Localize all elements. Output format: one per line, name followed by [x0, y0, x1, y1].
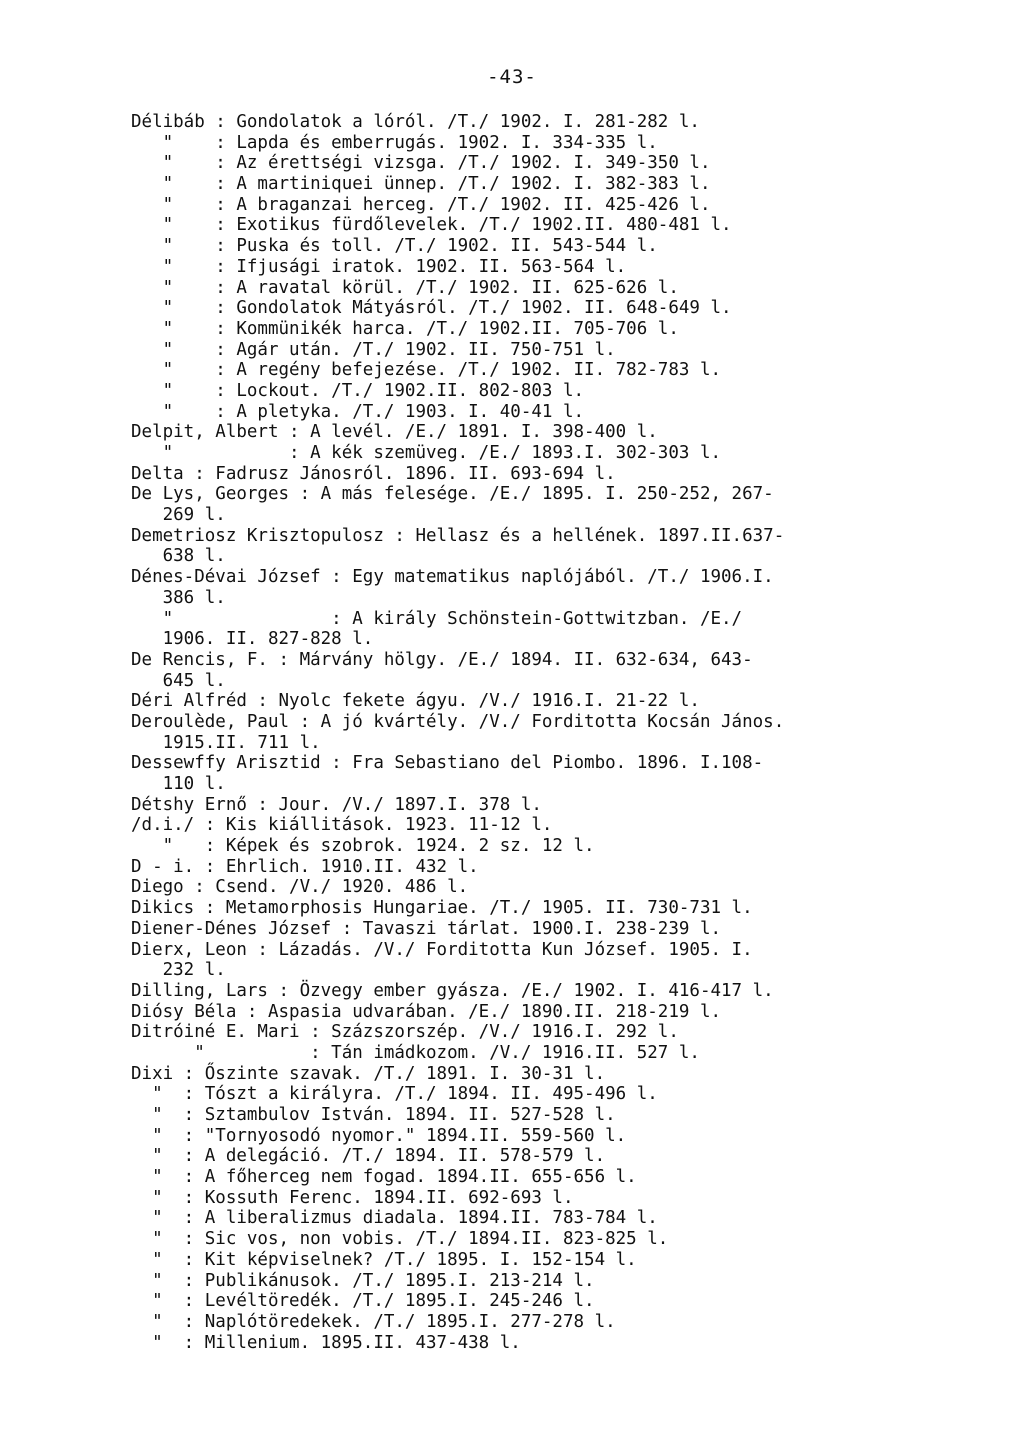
- entry-line: " : A braganzai herceg. /T./ 1902. II. 425-426 l.: [131, 194, 711, 215]
- entry-line: Dixi : Őszinte szavak. /T./ 1891. I. 30-31 l.: [131, 1063, 606, 1084]
- entry-line: De Lys, Georges : A más felesége. /E./ 1895. I. 250-252, 267-: [131, 484, 774, 505]
- entry-line: De Rencis, F. : Márvány hölgy. /E./ 1894. II. 632-634, 643-: [131, 649, 753, 670]
- entry-line: " : Lapda és emberrugás. 1902. I. 334-335 l.: [131, 132, 658, 153]
- entry-line: 269 l.: [131, 505, 226, 526]
- entry-line: " : Gondolatok Mátyásról. /T./ 1902. II. 648-649 l.: [131, 298, 732, 319]
- entry-line: Dilling, Lars : Özvegy ember gyásza. /E./ 1902. I. 416-417 l.: [131, 980, 774, 1001]
- entry-line: D - i. : Ehrlich. 1910.II. 432 l.: [131, 856, 479, 877]
- entry-line: Déri Alfréd : Nyolc fekete ágyu. /V./ 1916.I. 21-22 l.: [131, 691, 700, 712]
- entry-line: " : Publikánusok. /T./ 1895.I. 213-214 l.: [131, 1270, 595, 1291]
- entry-line: " : Képek és szobrok. 1924. 2 sz. 12 l.: [131, 836, 595, 857]
- entry-line: " : Tószt a királyra. /T./ 1894. II. 495-496 l.: [131, 1084, 658, 1105]
- entry-line: 638 l.: [131, 546, 226, 567]
- entry-line: " : "Tornyosodó nyomor." 1894.II. 559-560 l.: [131, 1125, 627, 1146]
- entry-line: Deroulède, Paul : A jó kvártély. /V./ Forditotta Kocsán János.: [131, 711, 785, 732]
- entry-line: " : A ravatal körül. /T./ 1902. II. 625-626 l.: [131, 277, 679, 298]
- page-number: -43-: [487, 66, 537, 88]
- entry-line: " : Tán imádkozom. /V./ 1916.II. 527 l.: [131, 1042, 700, 1063]
- entry-line: Détshy Ernő : Jour. /V./ 1897.I. 378 l.: [131, 794, 542, 815]
- entry-line: " : Lockout. /T./ 1902.II. 802-803 l.: [131, 380, 585, 401]
- entry-line: " : Kit képviselnek? /T./ 1895. I. 152-154 l.: [131, 1249, 637, 1270]
- entry-line: Diego : Csend. /V./ 1920. 486 l.: [131, 877, 469, 898]
- entry-line: " : A főherceg nem fogad. 1894.II. 655-656 l.: [131, 1167, 637, 1188]
- entry-line: Dessewffy Arisztid : Fra Sebastiano del Piombo. 1896. I.108-: [131, 753, 764, 774]
- entry-line: " : A kék szemüveg. /E./ 1893.I. 302-303 l.: [131, 443, 722, 463]
- entry-line: Dikics : Metamorphosis Hungariae. /T./ 1905. II. 730-731 l.: [131, 898, 753, 919]
- entry-line: Delpit, Albert : A levél. /E./ 1891. I. 398-400 l.: [131, 422, 658, 443]
- entry-line: 645 l.: [131, 670, 226, 691]
- entry-line: " : A liberalizmus diadala. 1894.II. 783-784 l.: [131, 1208, 658, 1229]
- entry-line: " : Sztambulov István. 1894. II. 527-528 l.: [131, 1105, 616, 1125]
- entry-line: /d.i./ : Kis kiállitások. 1923. 11-12 l.: [131, 815, 553, 836]
- entry-line: " : Levéltöredék. /T./ 1895.I. 245-246 l.: [131, 1291, 595, 1312]
- entry-line: 1915.II. 711 l.: [131, 732, 321, 753]
- entry-line: " : Puska és toll. /T./ 1902. II. 543-544 l.: [131, 236, 658, 257]
- entry-line: " : Sic vos, non vobis. /T./ 1894.II. 823-825 l.: [131, 1229, 669, 1250]
- entry-line: " : Ifjusági iratok. 1902. II. 563-564 l.: [131, 256, 627, 277]
- entry-line: 386 l.: [131, 587, 226, 608]
- bibliography-entries: [131, 112, 891, 1353]
- entry-line: " : Kommünikék harca. /T./ 1902.II. 705-706 l.: [131, 318, 679, 339]
- entry-line: " : Agár után. /T./ 1902. II. 750-751 l.: [131, 339, 616, 360]
- entry-line: " : A delegáció. /T./ 1894. II. 578-579 l.: [131, 1146, 606, 1167]
- entry-line: Demetriosz Krisztopulosz : Hellasz és a hellének. 1897.II.637-: [131, 525, 785, 546]
- entry-line: " : A martiniquei ünnep. /T./ 1902. I. 382-383 l.: [131, 174, 711, 195]
- entry-line: 110 l.: [131, 774, 226, 794]
- entry-line: Ditróiné E. Mari : Százszorszép. /V./ 1916.I. 292 l.: [131, 1022, 679, 1043]
- entry-line: Dierx, Leon : Lázadás. /V./ Forditotta Kun József. 1905. I.: [131, 939, 753, 960]
- entry-line: " : A király Schönstein-Gottwitzban. /E./: [131, 608, 743, 629]
- entry-line: Dénes-Dévai József : Egy matematikus naplójából. /T./ 1906.I.: [131, 567, 774, 588]
- entry-line: 1906. II. 827-828 l.: [131, 629, 374, 650]
- entry-line: 232 l.: [131, 960, 226, 981]
- entry-line: " : A regény befejezése. /T./ 1902. II. 782-783 l.: [131, 360, 722, 381]
- entry-line: " : Millenium. 1895.II. 437-438 l.: [131, 1332, 521, 1353]
- entry-line: " : Exotikus fürdőlevelek. /T./ 1902.II. 480-481 l.: [131, 215, 732, 236]
- entry-line: Diósy Béla : Aspasia udvarában. /E./ 1890.II. 218-219 l.: [131, 1001, 722, 1022]
- entry-line: Délibáb : Gondolatok a lóról. /T./ 1902. I. 281-282 l.: [131, 112, 700, 132]
- entry-line: Delta : Fadrusz Jánosról. 1896. II. 693-694 l.: [131, 463, 616, 484]
- entry-line: " : A pletyka. /T./ 1903. I. 40-41 l.: [131, 401, 585, 422]
- entry-line: " : Naplótöredekek. /T./ 1895.I. 277-278 l.: [131, 1311, 616, 1332]
- entry-line: " : Kossuth Ferenc. 1894.II. 692-693 l.: [131, 1187, 574, 1208]
- entry-line: " : Az érettségi vizsga. /T./ 1902. I. 349-350 l.: [131, 153, 711, 174]
- entry-line: Diener-Dénes József : Tavaszi tárlat. 1900.I. 238-239 l.: [131, 918, 722, 939]
